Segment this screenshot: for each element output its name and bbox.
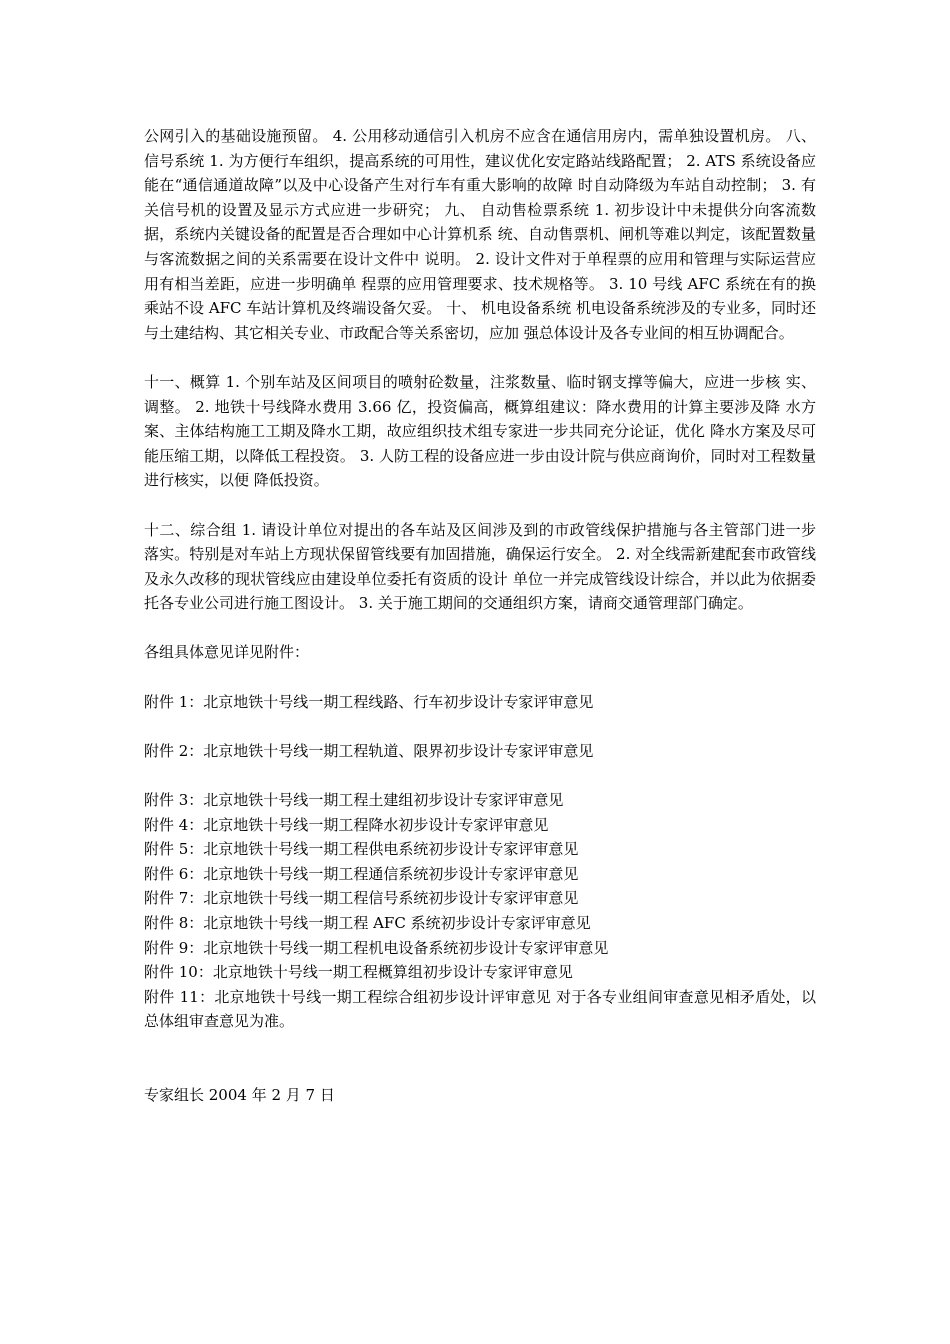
attachments-intro: 各组具体意见详见附件：: [144, 643, 310, 662]
attachment-2: 附件 2：北京地铁十号线一期工程轨道、限界初步设计专家评审意见: [144, 741, 594, 760]
attachment-9: 附件 9：北京地铁十号线一期工程机电设备系统初步设计专家评审意见: [144, 938, 609, 957]
attachment-6: 附件 6：北京地铁十号线一期工程通信系统初步设计专家评审意见: [144, 864, 579, 883]
signature-line: 专家组长 2004 年 2 月 7 日: [144, 1086, 335, 1105]
document-page: [144, 124, 816, 1108]
attachment-4: 附件 4：北京地铁十号线一期工程降水初步设计专家评审意见: [144, 815, 549, 834]
paragraph-integration-group: 十二、综合组 1. 请设计单位对提出的各车站及区间涉及到的市政管线保护措施与各主管部门进一步 落实。特别是对车站上方现状保留管线要有加固措施，确保运行安全。 2. 对全线需新建配套市政管线及永久改移的现状管线应由建设单位委托有资质的设计 单位一并完成管线设计综合，并以此为依据委托各专业公司进行施工图设计。 3. 关于施工期间的交通组织方案，请商交通管理部门确定。: [144, 520, 816, 613]
attachment-8: 附件 8：北京地铁十号线一期工程 AFC 系统初步设计专家评审意见: [144, 914, 591, 932]
attachment-11: 附件 11：北京地铁十号线一期工程综合组初步设计评审意见 对于各专业组间审查意见相矛盾处，以总体组审查意见为准。: [144, 987, 816, 1031]
attachment-7: 附件 7：北京地铁十号线一期工程信号系统初步设计专家评审意见: [144, 889, 579, 908]
paragraph-budget: 十一、概算 1. 个别车站及区间项目的喷射砼数量，注浆数量、临时钢支撑等偏大，应进一步核 实、调整。 2. 地铁十号线降水费用 3.66 亿，投资偏高，概算组建议：降水费用的计算主要涉及降 水方案、主体结构施工工期及降水工期，故应组织技术组专家进一步共同充分论证，优化 降水方案及尽可能压缩工期，以降低工程投资。 3. 人防工程的设备应进一步由设计院与供应商询价，同时对工程数量进行核实，以便 降低投资。: [144, 372, 816, 490]
attachment-5: 附件 5：北京地铁十号线一期工程供电系统初步设计专家评审意见: [144, 840, 579, 859]
attachment-3: 附件 3：北京地铁十号线一期工程土建组初步设计专家评审意见: [144, 791, 564, 810]
attachment-1: 附件 1：北京地铁十号线一期工程线路、行车初步设计专家评审意见: [144, 692, 594, 711]
paragraph-signal-afc-mep: 公网引入的基础设施预留。 4. 公用移动通信引入机房不应含在通信用房内，需单独设置机房。 八、 信号系统 1. 为方便行车组织，提高系统的可用性，建议优化安定路站线路配置； 2. ATS 系统设备应能在“通信通道故障”以及中心设备产生对行车有重大影响的故障 时自动降级为车站自动控制； 3. 有关信号机的设置及显示方式应进一步研究； 九、 自动售检票系统 1. 初步设计中未提供分向客流数据，系统内关键设备的配置是否合理如中心计算机系 统、自动售票机、闸机等难以判定，该配置数量与客流数据之间的关系需要在设计文件中 说明。 2. 设计文件对于单程票的应用和管理与实际运营应用有相当差距，应进一步明确单 程票的应用管理要求、技术规格等。 3. 10 号线 AFC 系统在有的换乘站不设 AFC 车站计算机及终端设备欠妥。 十、 机电设备系统 机电设备系统涉及的专业多，同时还与土建结构、其它相关专业、市政配合等关系密切，应加 强总体设计及各专业间的相互协调配合。: [144, 127, 816, 342]
attachment-10: 附件 10：北京地铁十号线一期工程概算组初步设计专家评审意见: [144, 963, 573, 982]
